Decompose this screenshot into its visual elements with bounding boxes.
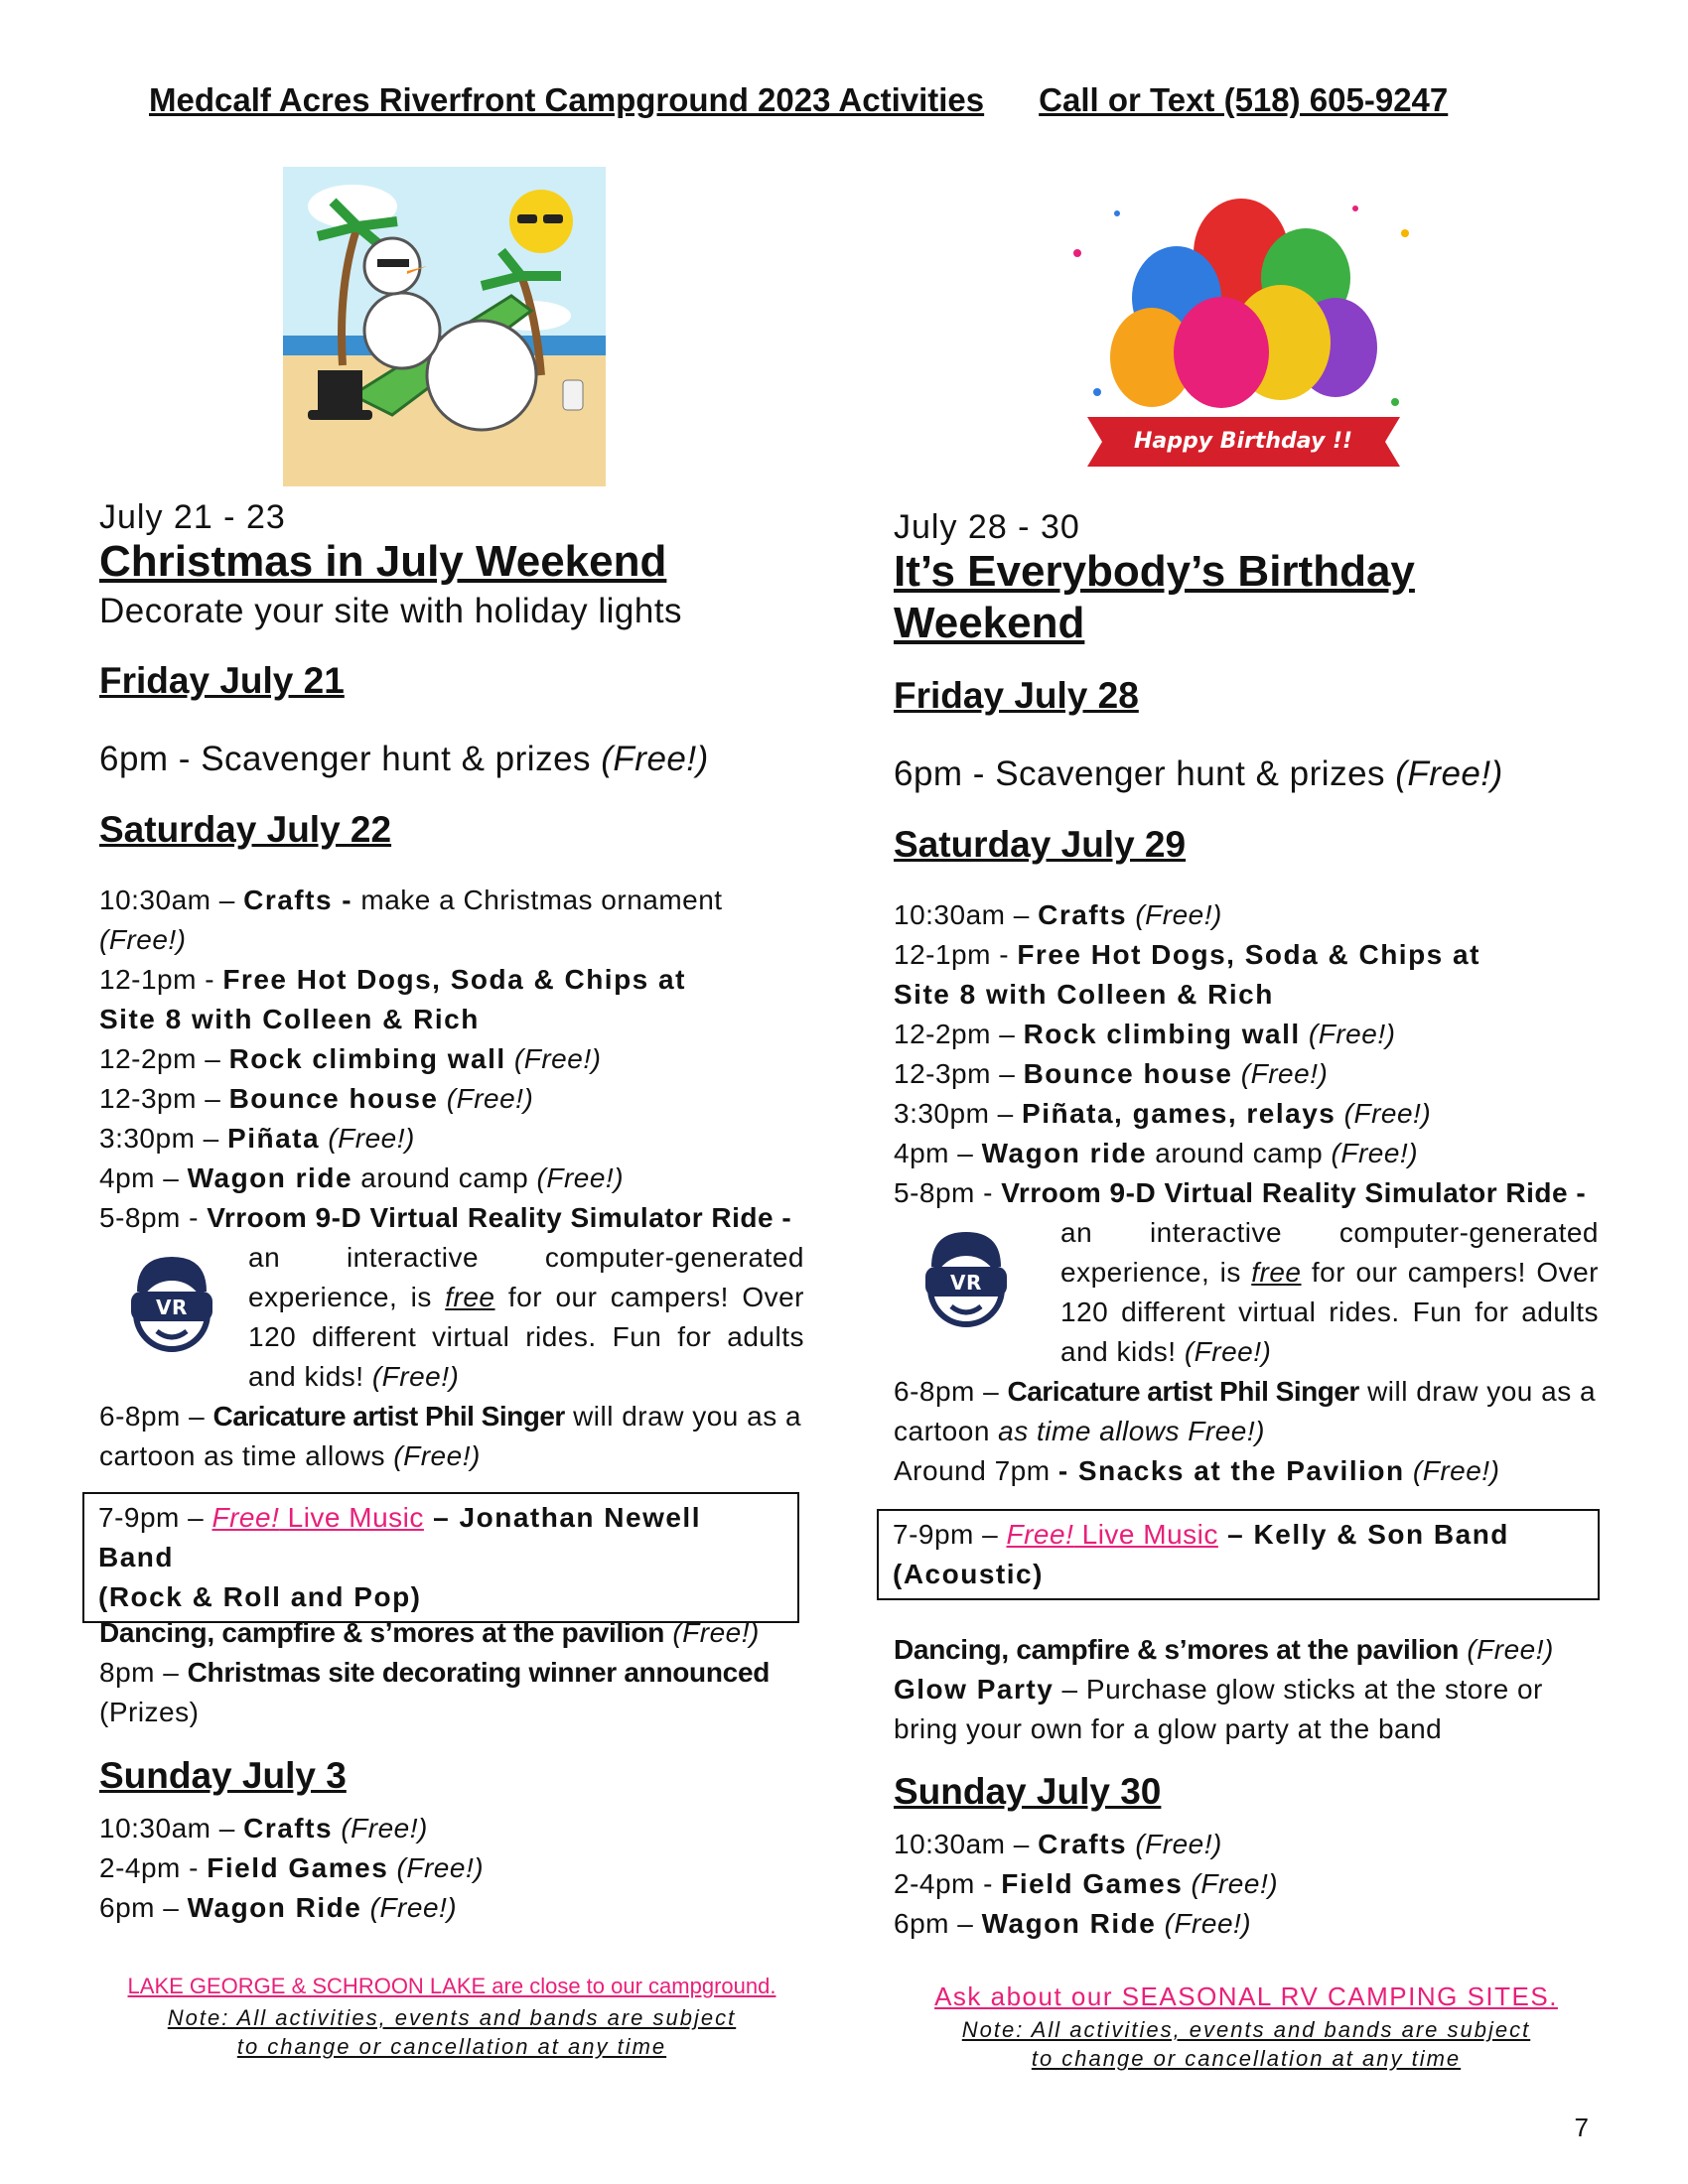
right-friday-heading: Friday July 28	[894, 675, 1139, 716]
list-item: 12-1pm - Free Hot Dogs, Soda & Chips at	[99, 964, 686, 995]
vr-block	[99, 1238, 804, 1397]
left-friday-activity: 6pm - Scavenger hunt & prizes (Free!)	[99, 740, 709, 778]
right-disclaimer: Note: All activities, events and bands are subject to change or cancellation at any time	[961, 2017, 1531, 2071]
free-link[interactable]: Free!	[211, 1502, 280, 1533]
vr-description: an interactive computer-generated experience, is free for our campers! Over 120 different virtual rides. Fun for adults and kids! (Free!)	[248, 1242, 804, 1392]
vr-description: an interactive computer-generated experience, is free for our campers! Over 120 different virtual rides. Fun for adults and kids! (Free!)	[1060, 1217, 1599, 1367]
right-saturday-schedule	[894, 895, 1599, 1491]
right-saturday-heading: Saturday July 29	[894, 824, 1187, 865]
list-item: Dancing, campfire & s’mores at the pavilion (Free!)	[894, 1634, 1554, 1665]
svg-text:VR: VR	[950, 1271, 982, 1295]
list-item: 5-8pm - Vrroom 9-D Virtual Reality Simulator Ride -	[99, 1202, 792, 1233]
list-item: 12-2pm – Rock climbing wall (Free!)	[894, 1019, 1396, 1049]
left-saturday-schedule	[99, 881, 804, 1476]
list-item: 12-1pm - Free Hot Dogs, Soda & Chips at	[894, 939, 1480, 970]
left-promo-link[interactable]: LAKE GEORGE & SCHROON LAKE are close to our campground.	[127, 1974, 776, 1998]
list-item: Dancing, campfire & s’mores at the pavilion (Free!)	[99, 1617, 760, 1648]
list-item: Around 7pm - Snacks at the Pavilion (Free!)	[894, 1455, 1500, 1486]
left-event-title: Christmas in July Weekend	[99, 537, 667, 586]
list-item: 2-4pm - Field Games (Free!)	[894, 1868, 1279, 1899]
left-live-music-box: 7-9pm – Free! Live Music – Jonathan Newell Band (Rock & Roll and Pop)	[82, 1492, 799, 1623]
list-item: 12-3pm – Bounce house (Free!)	[894, 1058, 1329, 1089]
birthday-banner-text: Happy Birthday !!	[1133, 429, 1353, 454]
left-disclaimer: Note: All activities, events and bands are subject to change or cancellation at any time	[167, 2005, 737, 2059]
list-item: 4pm – Wagon ride around camp (Free!)	[99, 1162, 625, 1193]
list-item-note: (Free!)	[99, 924, 187, 955]
left-sunday-schedule	[99, 1809, 804, 1928]
vr-block	[894, 1213, 1599, 1372]
list-item-continued: Site 8 with Colleen & Rich	[894, 979, 1274, 1010]
snowman-beach-icon	[283, 167, 606, 486]
list-item: 12-2pm – Rock climbing wall (Free!)	[99, 1043, 602, 1074]
list-item: 6-8pm – Caricature artist Phil Singer will draw you as a cartoon as time allows Free!)	[894, 1376, 1597, 1446]
header-title: Medcalf Acres Riverfront Campground 2023 Activities	[149, 81, 985, 118]
free-link[interactable]: Free!	[1006, 1519, 1074, 1550]
page-header	[149, 81, 1539, 119]
list-item: 6pm – Wagon Ride (Free!)	[99, 1892, 458, 1923]
right-sunday-heading: Sunday July 30	[894, 1771, 1162, 1812]
list-item: Glow Party – Purchase glow sticks at the store or bring your own for a glow party at the band	[894, 1674, 1543, 1744]
right-promo-link[interactable]: Ask about our SEASONAL RV CAMPING SITES.	[934, 1981, 1558, 2011]
left-dates: July 21 - 23	[99, 498, 286, 536]
list-item: 12-3pm – Bounce house (Free!)	[99, 1083, 534, 1114]
vr-headset-icon	[99, 1238, 248, 1377]
right-event-title: It’s Everybody’s Birthday Weekend	[894, 547, 1415, 647]
list-item-continued: Site 8 with Colleen & Rich	[99, 1004, 480, 1034]
list-item: 6pm – Wagon Ride (Free!)	[894, 1908, 1252, 1939]
right-dates: July 28 - 30	[894, 508, 1080, 546]
left-evening-schedule	[99, 1613, 814, 1732]
list-item-note: (Prizes)	[99, 1697, 200, 1727]
live-music-link[interactable]: Live Music	[279, 1502, 424, 1533]
left-saturday-heading: Saturday July 22	[99, 809, 392, 850]
music-genre: (Rock & Roll and Pop)	[98, 1581, 422, 1612]
left-sunday-heading: Sunday July 3	[99, 1755, 347, 1796]
list-item: 4pm – Wagon ride around camp (Free!)	[894, 1138, 1419, 1168]
list-item: 10:30am – Crafts (Free!)	[894, 1829, 1222, 1859]
right-friday-activity: 6pm - Scavenger hunt & prizes (Free!)	[894, 754, 1503, 793]
right-evening-schedule	[894, 1630, 1599, 1749]
birthday-balloons-icon	[1057, 194, 1430, 481]
left-friday-heading: Friday July 21	[99, 660, 345, 701]
list-item: 2-4pm - Field Games (Free!)	[99, 1852, 485, 1883]
list-item: 3:30pm – Piñata, games, relays (Free!)	[894, 1098, 1432, 1129]
list-item: 10:30am – Crafts (Free!)	[99, 1813, 428, 1843]
live-music-link[interactable]: Live Music	[1073, 1519, 1218, 1550]
right-sunday-schedule	[894, 1825, 1599, 1944]
list-item: 8pm – Christmas site decorating winner announced	[99, 1657, 771, 1688]
list-item: 6-8pm – Caricature artist Phil Singer will draw you as a cartoon as time allows (Free!)	[99, 1401, 802, 1471]
svg-text:VR: VR	[156, 1296, 188, 1319]
left-event-subtitle: Decorate your site with holiday lights	[99, 592, 683, 630]
vr-headset-icon	[894, 1213, 1060, 1352]
list-item: 5-8pm - Vrroom 9-D Virtual Reality Simulator Ride -	[894, 1177, 1587, 1208]
page-number: 7	[1574, 2113, 1589, 2142]
list-item: 3:30pm – Piñata (Free!)	[99, 1123, 415, 1154]
list-item: 10:30am – Crafts (Free!)	[894, 899, 1222, 930]
right-live-music-box: 7-9pm – Free! Live Music – Kelly & Son Band (Acoustic)	[877, 1509, 1600, 1600]
music-genre: (Acoustic)	[893, 1559, 1044, 1589]
list-item: 10:30am – Crafts - make a Christmas ornament	[99, 885, 723, 915]
header-contact: Call or Text (518) 605-9247	[1039, 81, 1449, 118]
